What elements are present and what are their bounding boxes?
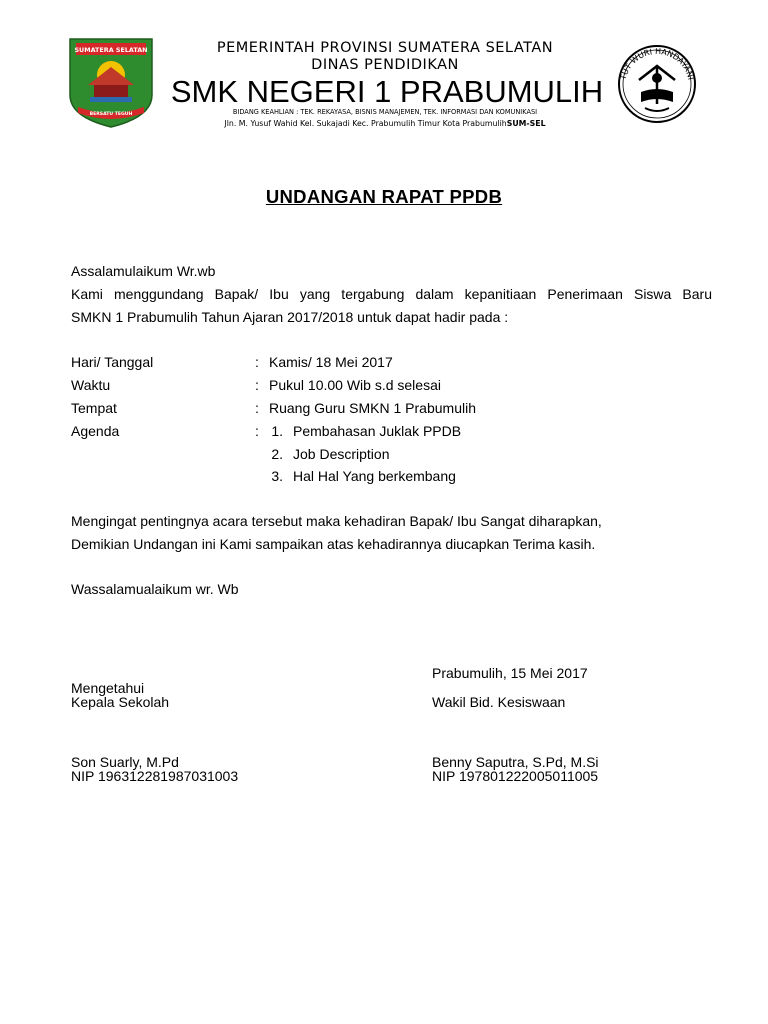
farewell: Wassalamualaikum wr. Wb — [71, 581, 239, 597]
agenda-item: Pembahasan Juklak PPDB — [293, 423, 462, 439]
left-signer-nip: NIP 196312281987031003 — [71, 768, 239, 784]
tut-wuri-handayani-emblem-icon — [611, 42, 703, 124]
agenda-number: 1. — [271, 423, 283, 439]
right-signer-name: Benny Saputra, S.Pd, M.Si — [432, 754, 599, 770]
address-text: Jln. M. Yusuf Wahid Kel. Sukajadi Kec. Prabumulih Timur Kota Prabumulih — [224, 119, 507, 128]
detail-colon: : — [255, 354, 259, 370]
department-header: DINAS PENDIDIKAN — [311, 57, 459, 73]
left-signer-role: Kepala Sekolah — [71, 694, 170, 710]
fields-of-expertise: BIDANG KEAHLIAN : TEK. REKAYASA, BISNIS MANAJEMEN, TEK. INFORMASI DAN KOMUNIKASI — [232, 108, 538, 116]
place-date: Prabumulih, 15 Mei 2017 — [432, 665, 588, 681]
detail-colon: : — [255, 400, 259, 416]
left-signer-name: Son Suarly, M.Pd — [71, 754, 179, 770]
closing-line-2: Demikian Undangan ini Kami sampaikan atas kehadirannya diucapkan Terima kasih. — [71, 536, 596, 552]
agenda-number: 2. — [271, 446, 283, 462]
detail-colon: : — [255, 423, 259, 439]
detail-label-agenda: Agenda — [71, 423, 120, 439]
school-name: SMK NEGERI 1 PRABUMULIH — [170, 74, 604, 109]
agenda-item: Hal Hal Yang berkembang — [293, 468, 456, 484]
agenda-item: Job Description — [293, 446, 390, 462]
school-address — [130, 118, 640, 129]
emblem-motto: TUT WURI HANDAYANI — [618, 46, 696, 81]
agenda-number: 3. — [271, 468, 283, 484]
address-region: SUM-SEL — [506, 119, 546, 128]
closing-line-1: Mengingat pentingnya acara tersebut maka kehadiran Bapak/ Ibu Sangat diharapkan, — [71, 513, 602, 529]
right-signer-nip: NIP 197801222005011005 — [432, 768, 599, 784]
detail-label-place: Tempat — [71, 400, 117, 416]
intro-line-1: Kami menggundang Bapak/ Ibu yang tergabung dalam kepanitiaan Penerimaan Siswa Baru — [71, 286, 712, 302]
government-header: PEMERINTAH PROVINSI SUMATERA SELATAN — [216, 40, 554, 56]
intro-line-2: SMKN 1 Prabumulih Tahun Ajaran 2017/2018 untuk dapat hadir pada : — [71, 309, 509, 325]
emblem-top-text: SUMATERA SELATAN — [74, 46, 148, 54]
emblem-bottom-text: BERSATU TEGUH — [89, 112, 133, 117]
letter-title: UNDANGAN RAPAT PPDB — [265, 186, 503, 207]
detail-label-date: Hari/ Tanggal — [71, 354, 154, 370]
detail-colon: : — [255, 377, 259, 393]
detail-value-date: Kamis/ 18 Mei 2017 — [269, 354, 393, 370]
left-acknowledged: Mengetahui — [71, 680, 145, 696]
detail-label-time: Waktu — [71, 377, 111, 393]
detail-value-time: Pukul 10.00 Wib s.d selesai — [269, 377, 441, 393]
detail-value-place: Ruang Guru SMKN 1 Prabumulih — [269, 400, 476, 416]
right-signer-role: Wakil Bid. Kesiswaan — [432, 694, 566, 710]
greeting: Assalamulaikum Wr.wb — [71, 263, 216, 279]
